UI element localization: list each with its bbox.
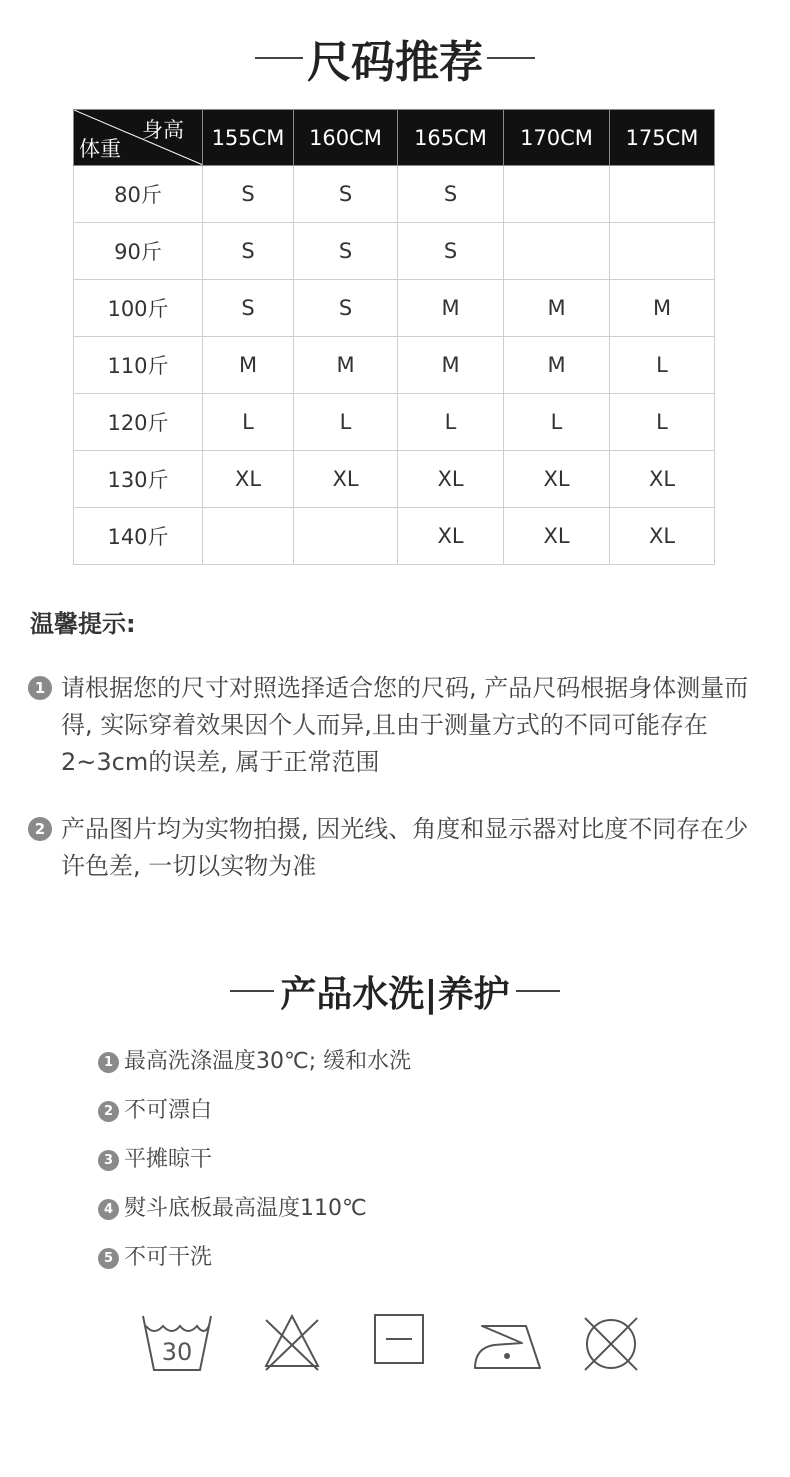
no-bleach-icon [262,1312,322,1372]
height-header: 160CM [294,110,398,166]
table-row [74,280,715,337]
weight-cell: 100斤 [74,280,203,337]
size-cell [504,223,610,280]
tip-item [28,670,768,781]
table-row [74,451,715,508]
care-number-badge: 4 [98,1199,119,1220]
height-header: 155CM [203,110,294,166]
care-text: 不可干洗 [124,1245,213,1270]
care-number-badge: 1 [98,1052,119,1073]
care-number-badge: 5 [98,1248,119,1269]
care-text: 平摊晾干 [124,1147,213,1172]
iron-low-icon [472,1312,544,1372]
size-cell: M [398,280,504,337]
tip-text: 产品图片均为实物拍摄, 因光线、角度和显示器对比度不同存在少许色差, 一切以实物为准 [61,815,749,880]
size-cell: S [294,166,398,223]
size-cell: L [610,394,715,451]
size-cell: S [294,280,398,337]
size-cell [504,166,610,223]
weight-cell: 140斤 [74,508,203,565]
size-cell: S [294,223,398,280]
corner-cell [74,110,203,166]
size-cell: L [504,394,610,451]
size-heading-title: 尺码推荐 [307,37,483,88]
heading-rule-right [487,57,535,59]
size-cell: XL [610,508,715,565]
size-cell: L [398,394,504,451]
table-row [74,166,715,223]
size-cell [610,223,715,280]
table-row [74,223,715,280]
height-header: 175CM [610,110,715,166]
weight-cell: 120斤 [74,394,203,451]
heading-rule-right [516,990,560,992]
size-cell: XL [294,451,398,508]
corner-weight-label: 体重 [79,137,121,161]
size-cell [294,508,398,565]
size-cell: XL [398,451,504,508]
size-cell: XL [610,451,715,508]
size-cell: XL [398,508,504,565]
weight-cell: 110斤 [74,337,203,394]
height-header: 170CM [504,110,610,166]
wash-30-icon [140,1312,214,1376]
care-heading-title: 产品水洗|养护 [280,973,510,1015]
tip-text: 请根据您的尺寸对照选择适合您的尺码, 产品尺码根据身体测量而得, 实际穿着效果因个人而异,且由于测量方式的不同可能存在2~3cm的误差, 属于正常范围 [61,674,749,776]
care-number-badge: 2 [98,1101,119,1122]
care-number-badge: 3 [98,1150,119,1171]
size-cell: XL [504,451,610,508]
tip-item [28,811,768,885]
size-cell: XL [203,451,294,508]
size-cell: S [203,223,294,280]
care-heading [0,965,790,1017]
wash-temperature-label: 30 [161,1338,193,1366]
size-cell: S [398,223,504,280]
size-cell: S [203,280,294,337]
size-cell [203,508,294,565]
tip-number-badge: 1 [28,676,52,700]
size-table-header-row [74,110,715,166]
size-table [73,109,715,565]
care-item [98,1189,367,1229]
size-cell [610,166,715,223]
no-dry-clean-icon [582,1312,640,1372]
weight-cell: 80斤 [74,166,203,223]
size-heading [0,28,790,88]
care-item [98,1042,411,1082]
size-cell: XL [504,508,610,565]
size-cell: L [610,337,715,394]
corner-height-label: 身高 [142,118,184,142]
care-text: 不可漂白 [124,1098,213,1123]
care-item [98,1140,212,1180]
size-cell: M [504,280,610,337]
size-cell: L [203,394,294,451]
weight-cell: 130斤 [74,451,203,508]
size-cell: M [610,280,715,337]
care-item [98,1091,212,1131]
size-cell: M [203,337,294,394]
flat-dry-icon [372,1312,426,1366]
care-text: 熨斗底板最高温度110℃ [124,1196,367,1221]
tips-title: 温馨提示: [30,610,136,638]
size-cell: M [504,337,610,394]
table-row [74,337,715,394]
height-header: 165CM [398,110,504,166]
weight-cell: 90斤 [74,223,203,280]
size-cell: M [398,337,504,394]
care-text: 最高洗涤温度30℃; 缓和水洗 [124,1049,412,1074]
heading-rule-left [230,990,274,992]
table-row [74,508,715,565]
tip-number-badge: 2 [28,817,52,841]
size-cell: S [398,166,504,223]
size-cell: M [294,337,398,394]
size-cell: S [203,166,294,223]
table-row [74,394,715,451]
heading-rule-left [255,57,303,59]
size-cell: L [294,394,398,451]
care-item [98,1238,212,1278]
